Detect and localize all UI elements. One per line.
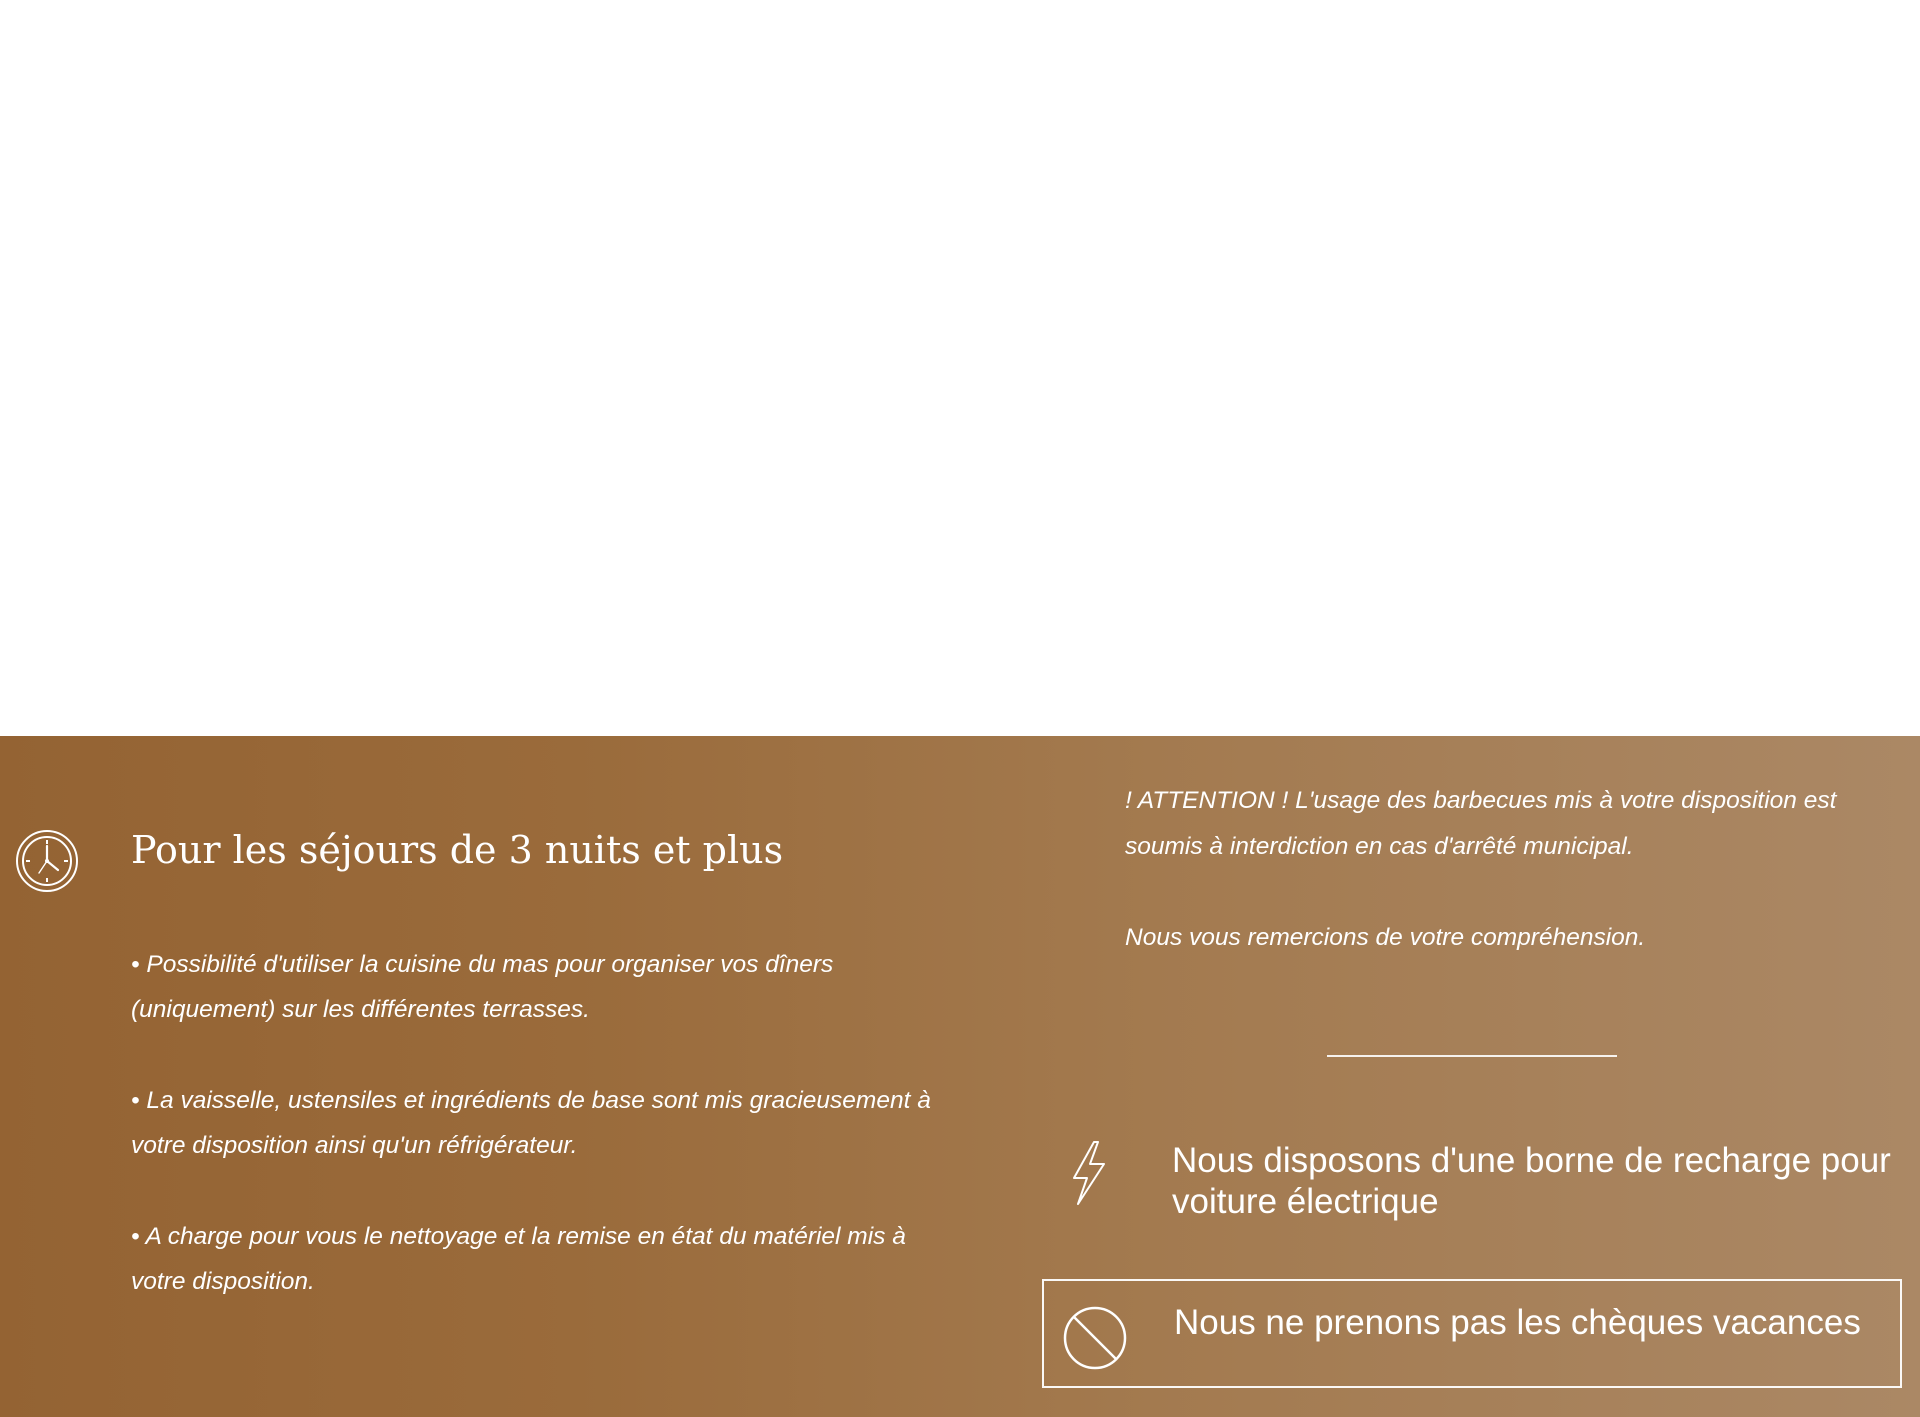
lightning-bolt-icon xyxy=(1068,1140,1110,1206)
thanks-text: Nous vous remercions de votre compréhension. xyxy=(1125,924,1646,951)
section-title: Pour les séjours de 3 nuits et plus xyxy=(131,828,784,872)
kitchen-info-paragraph: • Possibilité d'utiliser la cuisine du mas pour organiser vos dîners (uniquement) sur les différentes terrasses. xyxy=(131,951,834,1023)
no-holiday-vouchers-text: Nous ne prenons pas les chèques vacances xyxy=(1174,1303,1861,1342)
barbecue-warning: ! ATTENTION ! L'usage des barbecues mis à votre disposition est soumis à interdiction en cas d'arrêté municipal. xyxy=(1125,787,1837,860)
charging-station-text: Nous disposons d'une borne de recharge pour voiture électrique xyxy=(1172,1141,1891,1221)
clock-icon xyxy=(15,829,79,893)
no-holiday-vouchers-box xyxy=(1042,1279,1902,1388)
prohibited-icon xyxy=(1062,1305,1128,1371)
divider xyxy=(1327,1055,1617,1057)
info-band xyxy=(0,736,1920,1417)
cleaning-info-paragraph: • A charge pour vous le nettoyage et la remise en état du matériel mis à votre disposition. xyxy=(131,1223,906,1295)
tableware-info-paragraph: • La vaisselle, ustensiles et ingrédients de base sont mis gracieusement à votre disposition ainsi qu'un réfrigérateur. xyxy=(131,1087,931,1159)
